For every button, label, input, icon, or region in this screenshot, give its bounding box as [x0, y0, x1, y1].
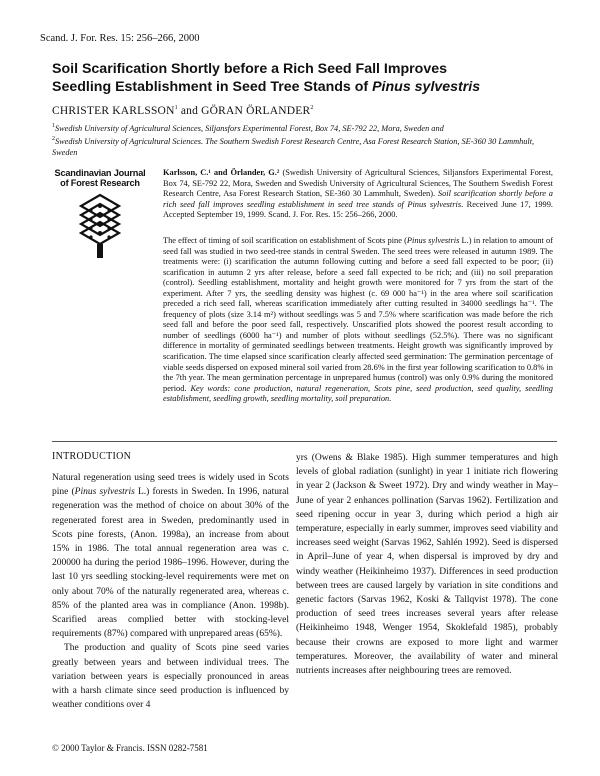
- affiliations: [52, 121, 557, 158]
- intro-paragraph-2: The production and quality of Scots pine seed varies greatly between years and between individual trees. The variation between years is especially pronounced in areas with a harsh climate since seed production is influenced by weather conditions over 4: [52, 643, 289, 711]
- abstract-text-1: The effect of timing of soil scarification on establishment of Scots pine (: [163, 236, 407, 245]
- intro-p1-species: Pinus sylvestris: [74, 487, 135, 498]
- citation-authors: Karlsson, C.¹ and Örlander, G.²: [163, 168, 280, 177]
- citation-affiliations: (Swedish University of Agricultural Sciences, Siljansfors Experimental Forest, Box 74, SE-792 22, Mora, Sweden and Swedish University of Agricultural Sciences, The Southern Swedish Forest Research Centre, Asa Forest Research Station, SE-360 30 Lammhult, Sweden).: [163, 168, 553, 199]
- article-title: [52, 60, 552, 96]
- keywords: Key words: cone production, natural regeneration, Scots pine, seed production, seed quality, seedling establishment, seedling growth, seedling mortality, soil preparation.: [163, 383, 553, 404]
- affiliation-2-mark: 2: [52, 136, 55, 143]
- title-species: Pinus sylvestris: [372, 79, 481, 95]
- intro-p1-text-a: Natural regeneration using seed trees is widely used in Scots pine (: [52, 473, 289, 498]
- copyright-footer: © 2000 Taylor & Francis. ISSN 0282-7581: [52, 743, 208, 753]
- affiliation-2-text: Swedish University of Agricultural Sciences. The Southern Swedish Forest Research Centre, Asa Forest Research Station, SE-360 30 Lammhult, Sweden: [52, 137, 535, 157]
- abstract-text-2: L.) in relation to amount of seed fall was studied in two seed-tree stands in central Sweden. The seed trees were released in autumn 1989. The treatments were: (i) scarification the autumn following cutting and before a seed fall expected to be poor; (ii) scarification in autumn 2 yrs after release, before a seed fall expected to be rich; and (iii) no soil preparation (control). Seedling establishment, mortality and height growth were monitored for 7 yrs from the start of the experiment. After 7 yrs, the seedling density was highest (c. 69 000 ha⁻¹) in the area where soil scarification preceded a rich seed fall, whereas scarification immediately after cutting resulted in 34000 seedlings ha⁻¹. The frequency of plots (size 3.14 m²) without seedlings was 5 and 7.5% where scarification was made before the rich seed fall and before the poor seed fall, respectively. Unscarified plots showed the poorest result according to number of seedlings (6000 ha⁻¹) and number of plots without seedlings (52.5%). There was no significant difference in mortality of germinated seedlings between treatments. Height growth was significantly improved by scarification. The time elapsed since scarification clearly affected seed germination: The germination percentage of viable seeds dispersed on exposed mineral soil varied from 28.6% in the first year following scarification to 0.8% in the 7th year. The mean germination percentage in unprepared humus (control) was only 0.9% during the monitored period.: [163, 236, 553, 393]
- title-line-1: Soil Scarification Shortly before a Rich Seed Fall Improves: [52, 61, 447, 77]
- author-1-affiliation-mark: 1: [174, 105, 178, 112]
- left-column: [52, 471, 289, 712]
- journal-logo: [50, 168, 150, 262]
- section-divider: [52, 441, 557, 442]
- journal-logo-text: [50, 168, 150, 188]
- affiliation-1: [52, 121, 557, 134]
- right-column: [296, 451, 558, 678]
- title-line-2: Seedling Establishment in Seed Tree Stands of: [52, 79, 373, 95]
- author-1: CHRISTER KARLSSON: [52, 105, 175, 117]
- affiliation-2: [52, 134, 557, 158]
- author-2: GÖRAN ÖRLANDER: [201, 105, 311, 117]
- journal-reference: Scand. J. For. Res. 15: 256–266, 2000: [40, 33, 200, 44]
- intro-paragraph-3: yrs (Owens & Blake 1985). High summer temperatures and high levels of global radiation (sunlight) in year 1 initiate rich flowering in year 2 (Jackson & Sweet 1972). Dry and windy weather in May–June of year 2 enhances pollination (Sarvas 1962). Fertilization and seed ripening occur in year 3, during which period a high air temperature, especially in early summer, improves seed viability and increases seed weight (Sarvas 1962, Sahlén 1992). Seed is dispersed in April–June of year 4, when dispersal is improved by dry and windy weather (Heikinheimo 1937). Differences in seed production between trees are caused largely by variation in site conditions and genetic factors (Sarvas 1962, Koski & Tallqvist 1978). The cone production of seed trees increases several years after release (Heikinheimo 1948, Wenger 1954, Skoklefald 1985), probably because their crowns are exposed to more light and warmer temperatures. Moreover, the availability of water and mineral nutrients increases after neighbouring trees are removed.: [296, 453, 558, 677]
- tree-logo-icon: [77, 192, 123, 262]
- affiliation-1-text: Swedish University of Agricultural Sciences, Siljansfors Experimental Forest, Box 74, SE-792 22, Mora, Sweden and: [55, 123, 444, 133]
- author-line: [52, 105, 314, 117]
- section-heading-introduction: INTRODUCTION: [52, 451, 132, 462]
- citation-title: Soil scarification shortly before a rich seed fall improves seedling establishment in seed tree stands of Pinus sylvestris: [163, 189, 553, 209]
- author-2-affiliation-mark: 2: [310, 105, 314, 112]
- logo-line-2: of Forest Research: [60, 178, 140, 188]
- citation-dates: . Received June 17, 1999. Accepted September 19, 1999. Scand. J. For. Res. 15: 256–266, 2000.: [163, 199, 553, 220]
- author-conjunction: and: [177, 105, 202, 117]
- abstract-species: Pinus sylvestris: [406, 236, 460, 245]
- abstract-citation: [163, 168, 553, 221]
- abstract-body: [163, 236, 553, 405]
- logo-line-1: Scandinavian Journal: [54, 168, 146, 178]
- affiliation-1-mark: 1: [52, 123, 55, 129]
- intro-paragraph-1: [52, 471, 289, 641]
- intro-p1-text-b: L.) forests in Sweden. In 1996, natural regeneration was the method of choice on about 30% of the regenerated forest area in Sweden, predominantly used in Scots pine forests, (Anon. 1998a), an increase from about 15% in 1986. The total annual regeneration area was c. 200000 ha during the period 1986–1996. However, during the last 10 yrs seedling stocking-level requirements were met on only about 70% of the naturally regenerated area, whereas c. 85% of the planted area was in compliance (Anon. 1998b). Scarified areas complied better with stocking-level requirements (87%) compared with unprepared areas (65%).: [52, 487, 289, 640]
